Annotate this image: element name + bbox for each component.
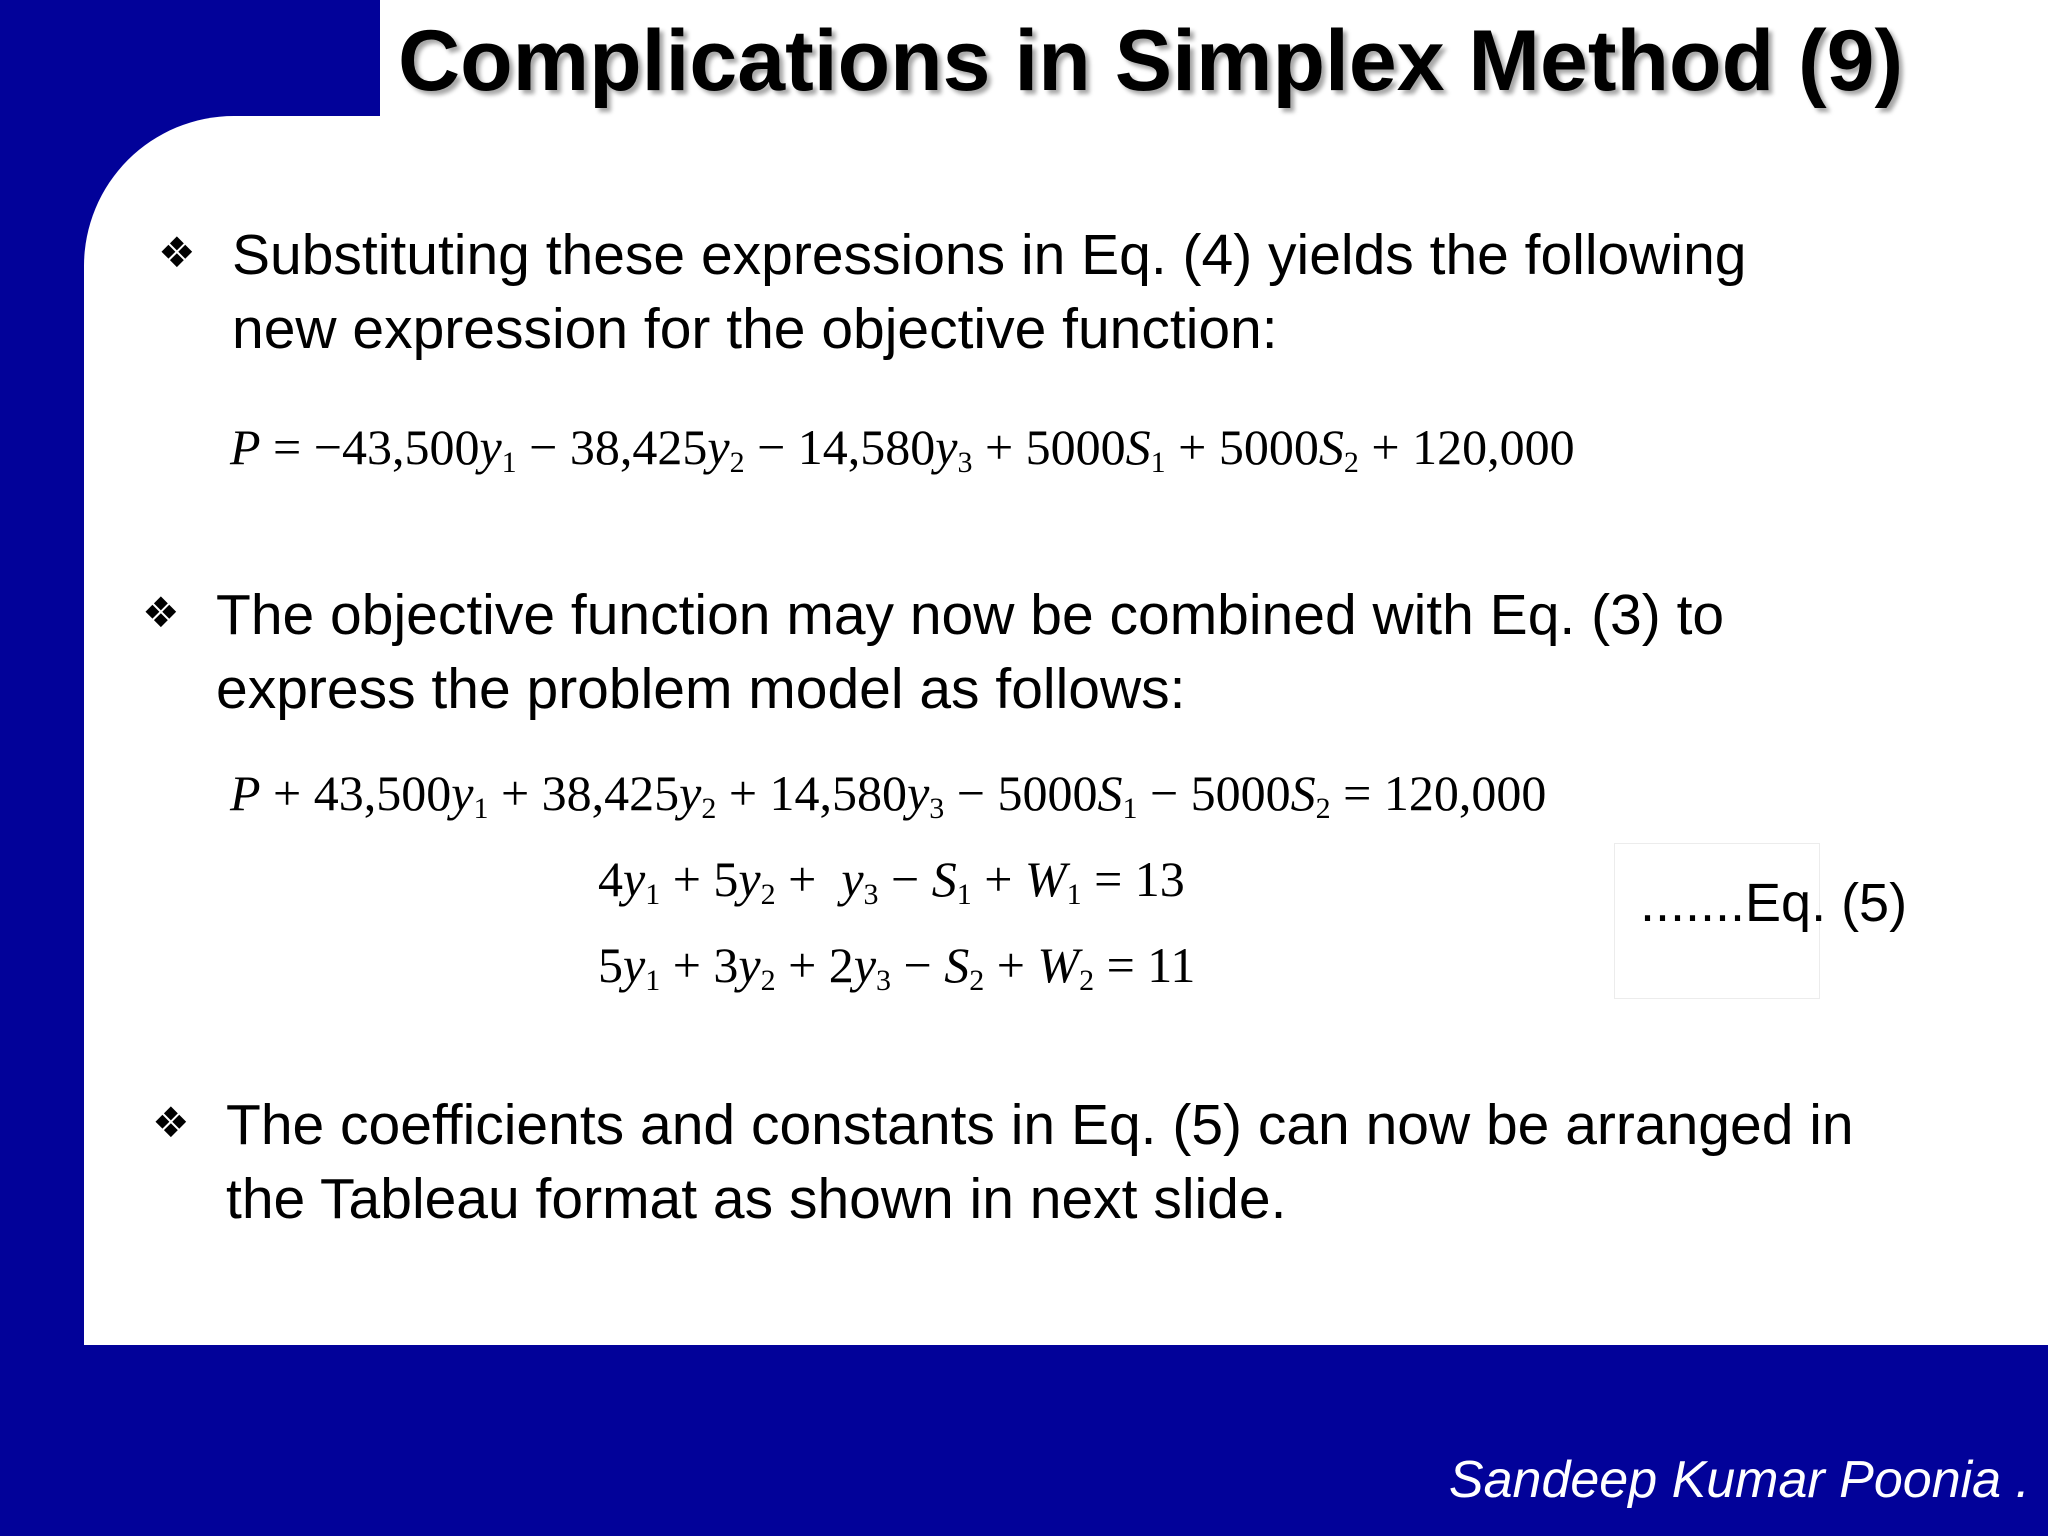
eq-term: − 5000 xyxy=(1149,765,1291,821)
bullet-2-line-1: The objective function may now be combined with Eq. (3) to xyxy=(216,583,1725,647)
bullet-1-line-1: Substituting these expressions in Eq. (4) yields the following xyxy=(232,223,1747,287)
author-footer: Sandeep Kumar Poonia . xyxy=(1448,1451,2030,1509)
objective-function-equation: $P = -43,500y_1 - 38,425y_2 - 14,580y_3 + 5000S_1 + 5000S_2 + 120,000$ xyxy=(230,419,1575,479)
eq-term: + 43,500 xyxy=(273,765,452,821)
bullet-2-line-2: express the problem model as follows: xyxy=(216,657,1186,721)
slide-title: Complications in Simplex Method (9) xyxy=(398,13,1904,109)
eq-term: + xyxy=(788,851,817,907)
eq-term: P xyxy=(230,419,261,475)
eq-term: = 120,000 xyxy=(1343,765,1547,821)
model-equation-row-2: $5y_1 + 3y_2 + 2y_3 - S_2 + W_2 = 11$ xyxy=(598,937,1196,997)
bullet-diamond-icon: ❖ xyxy=(152,1099,190,1146)
eq-term: 4 xyxy=(598,851,623,907)
eq-term: − 5000 xyxy=(956,765,1098,821)
eq-term: = 13 xyxy=(1094,851,1185,907)
eq-term: + 3 xyxy=(672,937,739,993)
eq-term: P xyxy=(230,765,261,821)
eq-term: = −43,500 xyxy=(273,419,480,475)
eq-term: = 11 xyxy=(1106,937,1196,993)
eq-term: + xyxy=(996,937,1025,993)
bullet-3-line-1: The coefficients and constants in Eq. (5) can now be arranged in xyxy=(226,1093,1854,1157)
eq-term: + 5000 xyxy=(984,419,1126,475)
eq-term: − xyxy=(891,851,920,907)
eq-term: − xyxy=(903,937,932,993)
eq-term: + 2 xyxy=(788,937,854,993)
eq-term: − 38,425 xyxy=(529,419,708,475)
bullet-diamond-icon: ❖ xyxy=(142,589,180,636)
model-equation-row-0: $P + 43,500y_1 + 38,425y_2 + 14,580y_3 - 5000S_1 - 5000S_2 = 120,000$ xyxy=(230,765,1547,825)
bullet-diamond-icon: ❖ xyxy=(158,229,196,276)
eq-term: 5 xyxy=(598,937,623,993)
equation-label: .......Eq. (5) xyxy=(1640,873,1908,933)
bullet-3-line-2: the Tableau format as shown in next slide. xyxy=(226,1167,1287,1231)
eq-term: + 38,425 xyxy=(500,765,680,821)
eq-term: + 5000 xyxy=(1178,419,1319,475)
eq-term: + 120,000 xyxy=(1371,419,1575,475)
model-equation-row-1: $4y_1 + 5y_2 + y_3 - S_1 + W_1 = 13$ xyxy=(598,851,1185,911)
eq-term: + 14,580 xyxy=(728,765,908,821)
eq-term: + xyxy=(984,851,1013,907)
bullet-1-line-2: new expression for the objective function: xyxy=(232,297,1278,361)
eq-term: − 14,580 xyxy=(757,419,936,475)
eq-term: + 5 xyxy=(672,851,739,907)
